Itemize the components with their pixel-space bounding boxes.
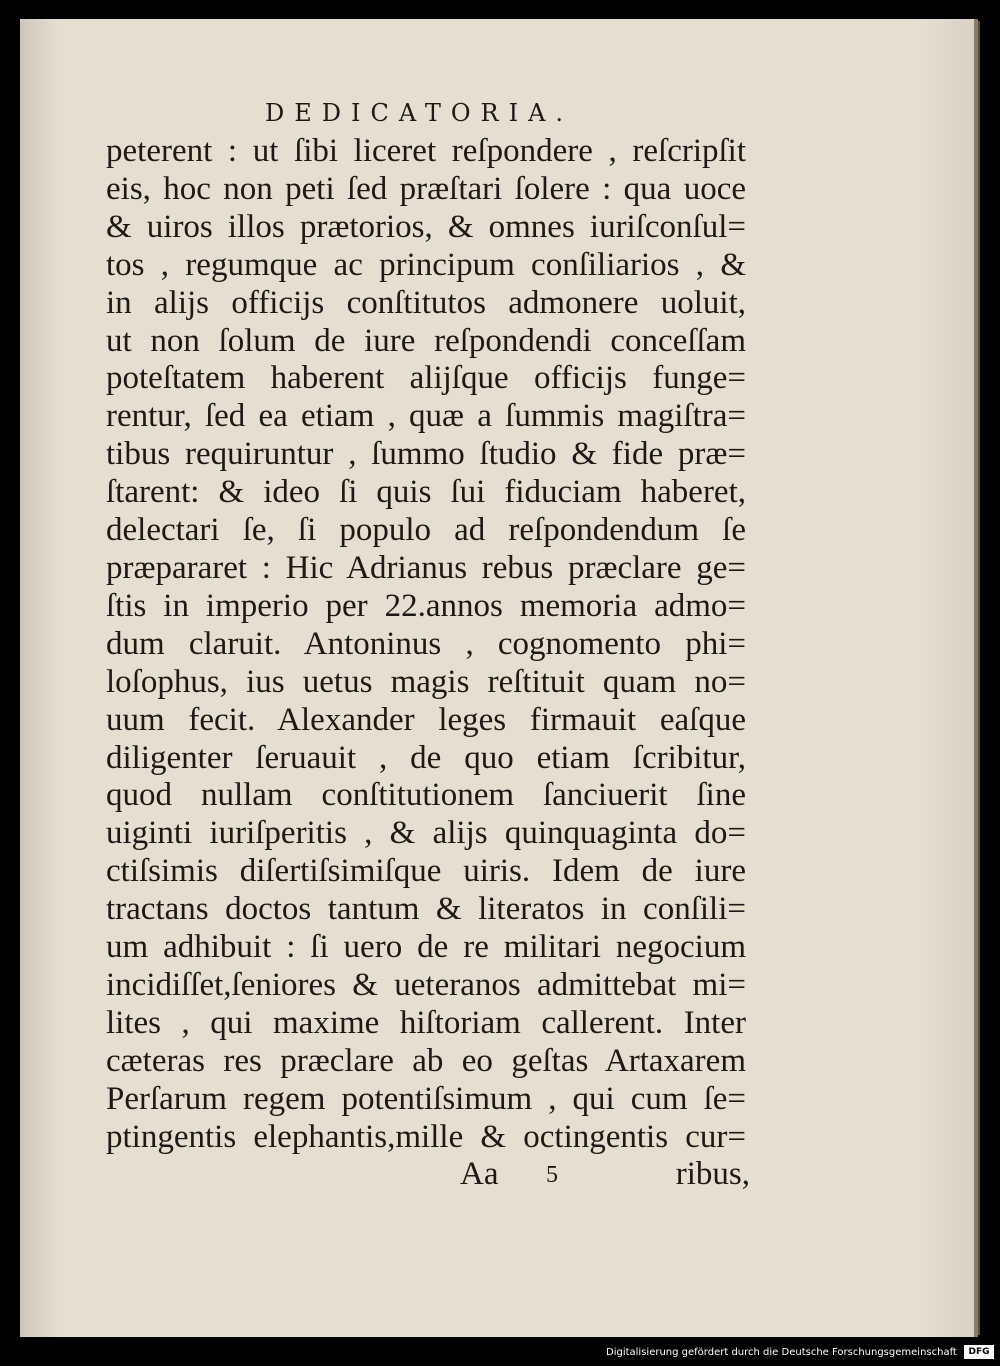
book-page bbox=[20, 19, 974, 1337]
text-line: tractans doctos tantum & literatos in conſili= bbox=[106, 891, 746, 928]
text-line: ſtarent: & ideo ſi quis ſui fiduciam haberet, bbox=[106, 474, 746, 511]
text-line: in alijs officijs conſtitutos admonere uoluit, bbox=[106, 284, 746, 321]
text-line: præpararet : Hic Adrianus rebus præclare ge= bbox=[106, 549, 746, 586]
text-line: lites , qui maxime hiſtoriam callerent. Inter bbox=[106, 1004, 746, 1041]
text-line: loſophus, ius uetus magis reſtituit quam no= bbox=[106, 663, 746, 700]
text-line: rentur, ſed ea etiam , quæ a ſummis magiſtra= bbox=[106, 398, 746, 435]
text-line: peterent : ut ſibi liceret reſpondere , reſcripſit bbox=[106, 133, 746, 169]
text-line: eis, hoc non peti ſed præſtari ſolere : qua uoce bbox=[106, 170, 746, 207]
dfg-logo: DFG bbox=[964, 1345, 994, 1359]
text-line: ſtis in imperio per 22.annos memoria admo= bbox=[106, 587, 746, 624]
text-line: poteſtatem haberent alijſque officijs funge= bbox=[106, 360, 746, 397]
text-line: uum fecit. Alexander leges firmauit eaſque bbox=[106, 701, 746, 738]
funding-credit: Digitalisierung gefördert durch die Deutsche Forschungsgemeinschaft bbox=[606, 1347, 957, 1358]
text-line: incidiſſet,ſeniores & ueteranos admittebat mi= bbox=[106, 966, 746, 1003]
text-line: um adhibuit : ſi uero de re militari negocium bbox=[106, 929, 746, 966]
text-line: tos , regumque ac principum conſiliarios , & bbox=[106, 246, 746, 283]
text-line: ctiſsimis diſertiſsimiſque uiris. Idem de iure bbox=[106, 853, 746, 890]
catchword: ribus, bbox=[675, 1156, 750, 1192]
text-line: cæteras res præclare ab eo geſtas Artaxarem bbox=[106, 1042, 746, 1079]
signature-catchword-line bbox=[460, 1156, 750, 1196]
text-line: & uiros illos prætorios, & omnes iuriſconſul= bbox=[106, 208, 746, 245]
page-edge-shadow bbox=[978, 21, 980, 1335]
text-line: quod nullam conſtitutionem ſanciuerit ſine bbox=[106, 777, 746, 814]
body-text bbox=[106, 133, 746, 1156]
text-line: dum claruit. Antoninus , cognomento phi= bbox=[106, 625, 746, 662]
text-line: tibus requiruntur , ſummo ſtudio & fide præ= bbox=[106, 436, 746, 473]
text-line: uiginti iuriſperitis , & alijs quinquaginta do= bbox=[106, 815, 746, 852]
text-line: Perſarum regem potentiſsimum , qui cum ſe= bbox=[106, 1080, 746, 1117]
text-line: delectari ſe, ſi populo ad reſpondendum ſe bbox=[106, 512, 746, 549]
running-head: DEDICATORIA. bbox=[265, 99, 574, 127]
text-line: ptingentis elephantis,mille & octingentis cur= bbox=[106, 1118, 746, 1155]
text-line: ut non ſolum de iure reſpondendi conceſſam bbox=[106, 322, 746, 359]
text-line: diligenter ſeruauit , de quo etiam ſcribitur, bbox=[106, 739, 746, 776]
signature-mark: Aa bbox=[460, 1156, 499, 1192]
signature-number: 5 bbox=[546, 1162, 558, 1188]
